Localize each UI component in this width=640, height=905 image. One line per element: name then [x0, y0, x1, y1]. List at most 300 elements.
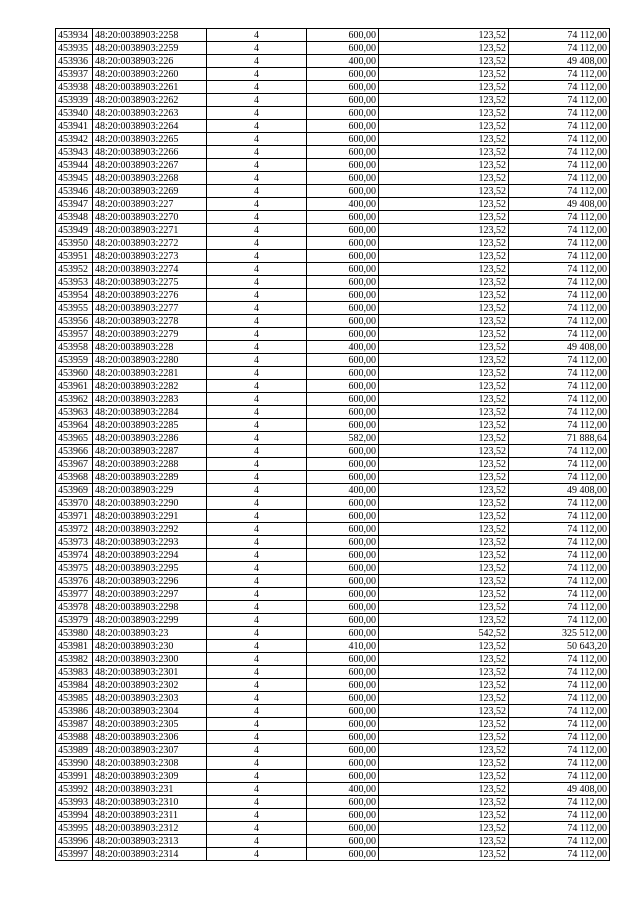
table-row	[56, 419, 610, 432]
table-row	[56, 211, 610, 224]
cadastral-value-cell: 74 112,00	[509, 445, 610, 458]
record-number-cell: 453952	[56, 263, 93, 276]
cadastral-number-cell: 48:20:0038903:229	[93, 484, 207, 497]
cadastral-number-cell: 48:20:0038903:2308	[93, 757, 207, 770]
record-number-cell: 453972	[56, 523, 93, 536]
cadastral-number-cell: 48:20:0038903:2289	[93, 471, 207, 484]
table-row	[56, 237, 610, 250]
area-cell: 600,00	[307, 614, 379, 627]
area-cell: 410,00	[307, 640, 379, 653]
table-row	[56, 29, 610, 42]
cadastral-number-cell: 48:20:0038903:2262	[93, 94, 207, 107]
unit-value-cell: 123,52	[379, 159, 509, 172]
table-row	[56, 432, 610, 445]
table-row	[56, 484, 610, 497]
cadastral-value-cell: 74 112,00	[509, 536, 610, 549]
unit-value-cell: 123,52	[379, 757, 509, 770]
cadastral-value-cell: 74 112,00	[509, 224, 610, 237]
cadastral-value-cell: 74 112,00	[509, 146, 610, 159]
unit-value-cell: 123,52	[379, 419, 509, 432]
area-cell: 600,00	[307, 289, 379, 302]
cadastral-number-cell: 48:20:0038903:2287	[93, 445, 207, 458]
area-cell: 600,00	[307, 744, 379, 757]
table-row	[56, 744, 610, 757]
area-cell: 600,00	[307, 237, 379, 250]
land-category-cell: 4	[207, 419, 307, 432]
area-cell: 400,00	[307, 55, 379, 68]
area-cell: 600,00	[307, 575, 379, 588]
area-cell: 600,00	[307, 757, 379, 770]
unit-value-cell: 123,52	[379, 406, 509, 419]
cadastral-value-cell: 74 112,00	[509, 562, 610, 575]
record-number-cell: 453946	[56, 185, 93, 198]
area-cell: 600,00	[307, 263, 379, 276]
land-category-cell: 4	[207, 484, 307, 497]
land-category-cell: 4	[207, 120, 307, 133]
area-cell: 600,00	[307, 796, 379, 809]
land-category-cell: 4	[207, 718, 307, 731]
table-row	[56, 679, 610, 692]
cadastral-number-cell: 48:20:0038903:2279	[93, 328, 207, 341]
land-category-cell: 4	[207, 81, 307, 94]
cadastral-value-cell: 74 112,00	[509, 796, 610, 809]
cadastral-number-cell: 48:20:0038903:2292	[93, 523, 207, 536]
cadastral-number-cell: 48:20:0038903:2280	[93, 354, 207, 367]
area-cell: 600,00	[307, 627, 379, 640]
record-number-cell: 453977	[56, 588, 93, 601]
table-row	[56, 523, 610, 536]
land-category-cell: 4	[207, 276, 307, 289]
table-row	[56, 328, 610, 341]
area-cell: 600,00	[307, 458, 379, 471]
area-cell: 600,00	[307, 172, 379, 185]
cadastral-value-cell: 74 112,00	[509, 471, 610, 484]
unit-value-cell: 123,52	[379, 185, 509, 198]
cadastral-number-cell: 48:20:0038903:2283	[93, 393, 207, 406]
table-row	[56, 380, 610, 393]
land-category-cell: 4	[207, 198, 307, 211]
area-cell: 600,00	[307, 510, 379, 523]
table-row	[56, 406, 610, 419]
table-row	[56, 822, 610, 835]
record-number-cell: 453994	[56, 809, 93, 822]
record-number-cell: 453949	[56, 224, 93, 237]
land-category-cell: 4	[207, 640, 307, 653]
unit-value-cell: 123,52	[379, 731, 509, 744]
record-number-cell: 453959	[56, 354, 93, 367]
cadastral-value-cell: 74 112,00	[509, 237, 610, 250]
area-cell: 600,00	[307, 276, 379, 289]
table-row	[56, 705, 610, 718]
cadastral-value-cell: 74 112,00	[509, 835, 610, 848]
table-row	[56, 653, 610, 666]
unit-value-cell: 123,52	[379, 120, 509, 133]
record-number-cell: 453955	[56, 302, 93, 315]
table-row	[56, 796, 610, 809]
table-row	[56, 783, 610, 796]
cadastral-value-cell: 74 112,00	[509, 523, 610, 536]
cadastral-number-cell: 48:20:0038903:2290	[93, 497, 207, 510]
unit-value-cell: 123,52	[379, 497, 509, 510]
record-number-cell: 453973	[56, 536, 93, 549]
area-cell: 600,00	[307, 406, 379, 419]
area-cell: 600,00	[307, 536, 379, 549]
land-category-cell: 4	[207, 549, 307, 562]
land-category-cell: 4	[207, 510, 307, 523]
area-cell: 600,00	[307, 588, 379, 601]
cadastral-value-cell: 74 112,00	[509, 458, 610, 471]
land-category-cell: 4	[207, 770, 307, 783]
area-cell: 600,00	[307, 42, 379, 55]
area-cell: 600,00	[307, 68, 379, 81]
unit-value-cell: 123,52	[379, 354, 509, 367]
cadastral-number-cell: 48:20:0038903:2312	[93, 822, 207, 835]
record-number-cell: 453995	[56, 822, 93, 835]
table-row	[56, 263, 610, 276]
cadastral-value-cell: 74 112,00	[509, 276, 610, 289]
area-cell: 600,00	[307, 367, 379, 380]
record-number-cell: 453961	[56, 380, 93, 393]
cadastral-number-cell: 48:20:0038903:2294	[93, 549, 207, 562]
unit-value-cell: 123,52	[379, 55, 509, 68]
cadastral-number-cell: 48:20:0038903:2307	[93, 744, 207, 757]
record-number-cell: 453934	[56, 29, 93, 42]
unit-value-cell: 123,52	[379, 484, 509, 497]
cadastral-value-cell: 74 112,00	[509, 159, 610, 172]
cadastral-value-cell: 74 112,00	[509, 601, 610, 614]
record-number-cell: 453951	[56, 250, 93, 263]
unit-value-cell: 123,52	[379, 289, 509, 302]
unit-value-cell: 123,52	[379, 809, 509, 822]
cadastral-value-cell: 74 112,00	[509, 497, 610, 510]
area-cell: 600,00	[307, 302, 379, 315]
land-category-cell: 4	[207, 835, 307, 848]
table-row	[56, 81, 610, 94]
cadastral-number-cell: 48:20:0038903:2266	[93, 146, 207, 159]
record-number-cell: 453981	[56, 640, 93, 653]
cadastral-number-cell: 48:20:0038903:2270	[93, 211, 207, 224]
record-number-cell: 453982	[56, 653, 93, 666]
land-category-cell: 4	[207, 237, 307, 250]
table-row	[56, 315, 610, 328]
cadastral-number-cell: 48:20:0038903:228	[93, 341, 207, 354]
land-category-cell: 4	[207, 562, 307, 575]
unit-value-cell: 123,52	[379, 692, 509, 705]
land-category-cell: 4	[207, 822, 307, 835]
land-category-cell: 4	[207, 458, 307, 471]
area-cell: 600,00	[307, 718, 379, 731]
record-number-cell: 453986	[56, 705, 93, 718]
land-category-cell: 4	[207, 692, 307, 705]
cadastral-value-cell: 74 112,00	[509, 822, 610, 835]
land-category-cell: 4	[207, 42, 307, 55]
area-cell: 600,00	[307, 562, 379, 575]
area-cell: 400,00	[307, 341, 379, 354]
area-cell: 400,00	[307, 198, 379, 211]
land-category-cell: 4	[207, 263, 307, 276]
land-category-cell: 4	[207, 848, 307, 861]
land-category-cell: 4	[207, 133, 307, 146]
cadastral-value-cell: 74 112,00	[509, 666, 610, 679]
land-category-cell: 4	[207, 783, 307, 796]
cadastral-number-cell: 48:20:0038903:2268	[93, 172, 207, 185]
table-row	[56, 354, 610, 367]
record-number-cell: 453991	[56, 770, 93, 783]
unit-value-cell: 123,52	[379, 432, 509, 445]
record-number-cell: 453990	[56, 757, 93, 770]
land-category-cell: 4	[207, 536, 307, 549]
cadastral-number-cell: 48:20:0038903:2263	[93, 107, 207, 120]
cadastral-value-cell: 49 408,00	[509, 55, 610, 68]
cadastral-value-cell: 74 112,00	[509, 848, 610, 861]
land-category-cell: 4	[207, 497, 307, 510]
record-number-cell: 453943	[56, 146, 93, 159]
record-number-cell: 453941	[56, 120, 93, 133]
table-row	[56, 172, 610, 185]
cadastral-number-cell: 48:20:0038903:2264	[93, 120, 207, 133]
land-category-cell: 4	[207, 29, 307, 42]
area-cell: 600,00	[307, 81, 379, 94]
cadastral-number-cell: 48:20:0038903:2293	[93, 536, 207, 549]
table-body	[56, 29, 610, 861]
land-category-cell: 4	[207, 211, 307, 224]
unit-value-cell: 123,52	[379, 237, 509, 250]
area-cell: 600,00	[307, 497, 379, 510]
area-cell: 600,00	[307, 705, 379, 718]
cadastral-number-cell: 48:20:0038903:2295	[93, 562, 207, 575]
unit-value-cell: 123,52	[379, 302, 509, 315]
record-number-cell: 453967	[56, 458, 93, 471]
cadastral-value-cell: 74 112,00	[509, 393, 610, 406]
cadastral-value-cell: 74 112,00	[509, 172, 610, 185]
record-number-cell: 453945	[56, 172, 93, 185]
unit-value-cell: 123,52	[379, 315, 509, 328]
area-cell: 600,00	[307, 328, 379, 341]
table-row	[56, 575, 610, 588]
record-number-cell: 453987	[56, 718, 93, 731]
unit-value-cell: 123,52	[379, 666, 509, 679]
cadastral-value-cell: 74 112,00	[509, 380, 610, 393]
cadastral-value-cell: 49 408,00	[509, 341, 610, 354]
unit-value-cell: 123,52	[379, 536, 509, 549]
table-row	[56, 94, 610, 107]
cadastral-number-cell: 48:20:0038903:2311	[93, 809, 207, 822]
cadastral-value-cell: 74 112,00	[509, 731, 610, 744]
cadastral-value-cell: 74 112,00	[509, 406, 610, 419]
cadastral-number-cell: 48:20:0038903:2260	[93, 68, 207, 81]
unit-value-cell: 123,52	[379, 705, 509, 718]
cadastral-value-cell: 49 408,00	[509, 484, 610, 497]
area-cell: 582,00	[307, 432, 379, 445]
cadastral-value-cell: 74 112,00	[509, 367, 610, 380]
land-category-cell: 4	[207, 302, 307, 315]
area-cell: 600,00	[307, 120, 379, 133]
record-number-cell: 453963	[56, 406, 93, 419]
unit-value-cell: 123,52	[379, 718, 509, 731]
unit-value-cell: 123,52	[379, 770, 509, 783]
cadastral-number-cell: 48:20:0038903:2291	[93, 510, 207, 523]
area-cell: 600,00	[307, 822, 379, 835]
land-category-cell: 4	[207, 432, 307, 445]
land-category-cell: 4	[207, 68, 307, 81]
table-row	[56, 835, 610, 848]
land-category-cell: 4	[207, 471, 307, 484]
land-category-cell: 4	[207, 341, 307, 354]
cadastral-value-cell: 74 112,00	[509, 133, 610, 146]
cadastral-number-cell: 48:20:0038903:2271	[93, 224, 207, 237]
unit-value-cell: 123,52	[379, 263, 509, 276]
cadastral-number-cell: 48:20:0038903:2304	[93, 705, 207, 718]
table-row	[56, 185, 610, 198]
cadastral-number-cell: 48:20:0038903:2282	[93, 380, 207, 393]
cadastral-number-cell: 48:20:0038903:2303	[93, 692, 207, 705]
table-row	[56, 146, 610, 159]
area-cell: 600,00	[307, 224, 379, 237]
unit-value-cell: 123,52	[379, 328, 509, 341]
cadastral-number-cell: 48:20:0038903:2274	[93, 263, 207, 276]
table-row	[56, 601, 610, 614]
cadastral-number-cell: 48:20:0038903:2310	[93, 796, 207, 809]
cadastral-number-cell: 48:20:0038903:2314	[93, 848, 207, 861]
table-row	[56, 458, 610, 471]
cadastral-value-cell: 49 408,00	[509, 198, 610, 211]
area-cell: 600,00	[307, 692, 379, 705]
record-number-cell: 453944	[56, 159, 93, 172]
unit-value-cell: 123,52	[379, 133, 509, 146]
land-category-cell: 4	[207, 523, 307, 536]
land-category-cell: 4	[207, 393, 307, 406]
cadastral-number-cell: 48:20:0038903:2272	[93, 237, 207, 250]
table-row	[56, 562, 610, 575]
cadastral-value-cell: 74 112,00	[509, 94, 610, 107]
table-row	[56, 289, 610, 302]
unit-value-cell: 123,52	[379, 458, 509, 471]
unit-value-cell: 123,52	[379, 640, 509, 653]
unit-value-cell: 123,52	[379, 822, 509, 835]
land-category-cell: 4	[207, 679, 307, 692]
unit-value-cell: 123,52	[379, 835, 509, 848]
land-category-cell: 4	[207, 588, 307, 601]
table-row	[56, 692, 610, 705]
area-cell: 600,00	[307, 250, 379, 263]
table-row	[56, 536, 610, 549]
cadastral-number-cell: 48:20:0038903:2302	[93, 679, 207, 692]
area-cell: 600,00	[307, 133, 379, 146]
record-number-cell: 453979	[56, 614, 93, 627]
record-number-cell: 453996	[56, 835, 93, 848]
cadastral-value-cell: 74 112,00	[509, 770, 610, 783]
land-category-cell: 4	[207, 250, 307, 263]
cadastral-value-cell: 74 112,00	[509, 107, 610, 120]
cadastral-value-cell: 74 112,00	[509, 29, 610, 42]
cadastral-value-cell: 74 112,00	[509, 250, 610, 263]
land-category-cell: 4	[207, 159, 307, 172]
unit-value-cell: 123,52	[379, 601, 509, 614]
record-number-cell: 453969	[56, 484, 93, 497]
land-category-cell: 4	[207, 94, 307, 107]
record-number-cell: 453958	[56, 341, 93, 354]
record-number-cell: 453956	[56, 315, 93, 328]
area-cell: 600,00	[307, 211, 379, 224]
cadastral-number-cell: 48:20:0038903:2285	[93, 419, 207, 432]
table-row	[56, 757, 610, 770]
area-cell: 600,00	[307, 770, 379, 783]
record-number-cell: 453947	[56, 198, 93, 211]
record-number-cell: 453942	[56, 133, 93, 146]
record-number-cell: 453975	[56, 562, 93, 575]
record-number-cell: 453983	[56, 666, 93, 679]
land-category-cell: 4	[207, 289, 307, 302]
unit-value-cell: 123,52	[379, 562, 509, 575]
unit-value-cell: 123,52	[379, 276, 509, 289]
cadastral-value-cell: 74 112,00	[509, 692, 610, 705]
area-cell: 600,00	[307, 354, 379, 367]
table-row	[56, 770, 610, 783]
record-number-cell: 453970	[56, 497, 93, 510]
cadastral-value-cell: 74 112,00	[509, 588, 610, 601]
unit-value-cell: 123,52	[379, 146, 509, 159]
land-plot-table	[55, 28, 610, 861]
land-category-cell: 4	[207, 172, 307, 185]
area-cell: 600,00	[307, 146, 379, 159]
area-cell: 600,00	[307, 393, 379, 406]
unit-value-cell: 123,52	[379, 29, 509, 42]
area-cell: 600,00	[307, 809, 379, 822]
table-row	[56, 640, 610, 653]
area-cell: 600,00	[307, 380, 379, 393]
cadastral-number-cell: 48:20:0038903:2300	[93, 653, 207, 666]
table-row	[56, 133, 610, 146]
area-cell: 600,00	[307, 835, 379, 848]
table-row	[56, 731, 610, 744]
cadastral-number-cell: 48:20:0038903:2277	[93, 302, 207, 315]
table-row	[56, 510, 610, 523]
cadastral-number-cell: 48:20:0038903:2313	[93, 835, 207, 848]
cadastral-value-cell: 325 512,00	[509, 627, 610, 640]
land-category-cell: 4	[207, 107, 307, 120]
cadastral-value-cell: 74 112,00	[509, 549, 610, 562]
record-number-cell: 453962	[56, 393, 93, 406]
area-cell: 600,00	[307, 731, 379, 744]
record-number-cell: 453971	[56, 510, 93, 523]
land-category-cell: 4	[207, 354, 307, 367]
land-category-cell: 4	[207, 224, 307, 237]
cadastral-number-cell: 48:20:0038903:2288	[93, 458, 207, 471]
cadastral-value-cell: 74 112,00	[509, 718, 610, 731]
land-category-cell: 4	[207, 380, 307, 393]
area-cell: 600,00	[307, 445, 379, 458]
area-cell: 600,00	[307, 666, 379, 679]
unit-value-cell: 123,52	[379, 68, 509, 81]
cadastral-value-cell: 74 112,00	[509, 575, 610, 588]
table-row	[56, 120, 610, 133]
cadastral-number-cell: 48:20:0038903:2258	[93, 29, 207, 42]
unit-value-cell: 123,52	[379, 172, 509, 185]
land-category-cell: 4	[207, 796, 307, 809]
record-number-cell: 453988	[56, 731, 93, 744]
table-row	[56, 549, 610, 562]
table-row	[56, 393, 610, 406]
cadastral-value-cell: 74 112,00	[509, 679, 610, 692]
cadastral-value-cell: 74 112,00	[509, 211, 610, 224]
record-number-cell: 453966	[56, 445, 93, 458]
cadastral-number-cell: 48:20:0038903:2298	[93, 601, 207, 614]
area-cell: 400,00	[307, 484, 379, 497]
cadastral-number-cell: 48:20:0038903:227	[93, 198, 207, 211]
unit-value-cell: 123,52	[379, 575, 509, 588]
cadastral-value-cell: 74 112,00	[509, 263, 610, 276]
table-row	[56, 497, 610, 510]
